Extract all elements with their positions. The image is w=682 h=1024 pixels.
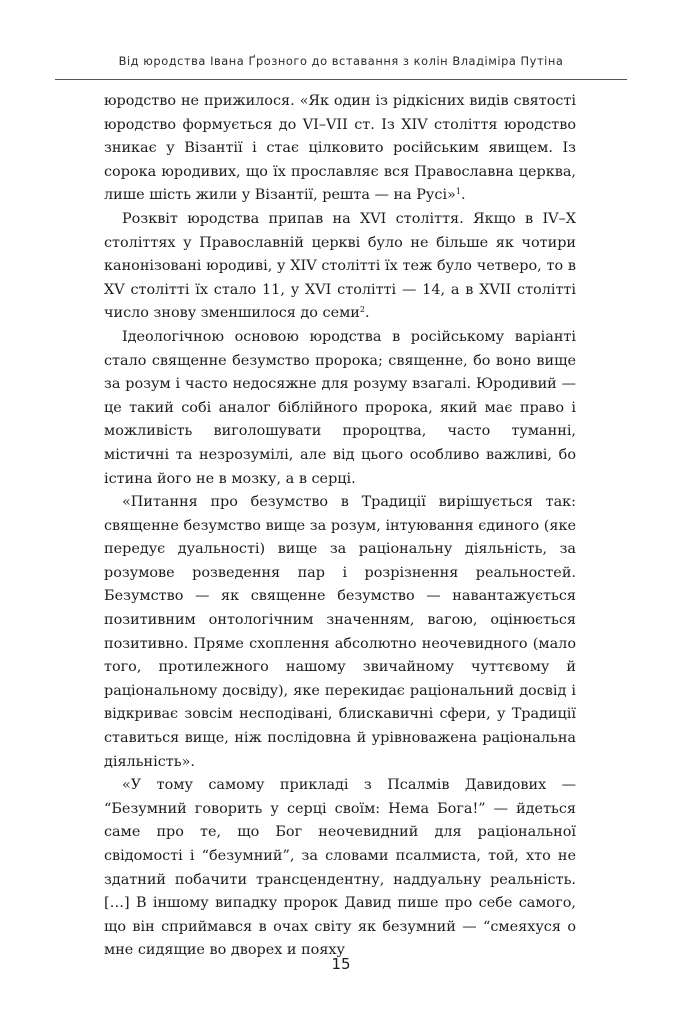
paragraph-text: Ідеологічною основою юродства в російському варіанті стало священне безумство пророка; священне, бо воно вище за розум і часто недосяжне для розуму взагалі. Юродивий — це такий собі аналог біблійного пророка, який має право і можливість виголошувати пророцтва, часто туманні, містичні та незрозумілі, але від цього особливо важливі, бо істина його не в мозку, а в серці.: [104, 328, 576, 487]
body-text: [104, 90, 576, 963]
footnote-marker: 2: [359, 305, 365, 315]
paragraph-1: юродство не прижилося. «Як один із рідкісних видів святості юродство формується до VI–VII ст. Із XIV століття юродство зникає у Візантії і стає цілковито російським явищем. Із сорока юродивих, що їх прославляє вся Православна церква, лише шість жили у Візантії, решта — на Русі»$^1$.: [104, 93, 576, 204]
paragraph-text: юродство не прижилося. «Як один із рідкісних видів святості юродство формується до VI–VII ст. Із XIV століття юродство зникає у Візантії і стає цілковито російським явищем. Із сорока юродивих, що їх прославляє вся Православна церква, лише шість жили у Візантії, решта — на Русі»: [104, 93, 576, 204]
page-number: 15: [331, 955, 351, 973]
paragraph-5: [104, 774, 576, 963]
running-head: Від юродства Івана Ґрозного до вставання з колін Владіміра Путіна: [118, 54, 564, 68]
paragraph-3: [104, 326, 576, 491]
paragraph-4: [104, 491, 576, 774]
paragraph-2: Розквіт юродства припав на XVI століття. Якщо в IV–X століттях у Православній церкві було не більше як чотири канонізовані юродиві, у XIV столітті їх теж було четверо, то в XV столітті їх стало 11, у XVI столітті — 14, а в XVII столітті число знову зменшилося до семи$^2$.: [104, 210, 576, 322]
paragraph-text: «Питання про безумство в Традиції вирішується так: священне безумство вище за розум, інтуювання єдиного (яке передує дуальності) вище за раціональну діяльність, за розумове розведення пар і розрізнення реальностей. Безумство — як священне безумство — навантажується позитивним онтологічним значенням, вагою, оцінюється позитивно. Пряме схоплення абсолютно неочевидного (мало того, протилежного нашому звичайному чуттєвому й раціональному досвіду), яке перекидає раціональний досвід і відкриває зовсім несподівані, блискавичні сфери, у Традиції ставиться вище, ніж послідовна й урівноважена раціональна діяльність».: [104, 494, 576, 770]
footnote-marker: 1: [455, 187, 461, 197]
header-rule: [55, 79, 627, 80]
paragraph-text: «У тому самому прикладі з Псалмів Давидових — “Безумний говорить у серці своїм: Нема Бога!” — йдеться саме про те, що Бог неочевидний для раціональної свідомості і “безумний”, за словами псалмиста, той, хто не здатний побачити трансцендентну, наддуальну реальність. […] В іншому випадку пророк Давид пише про себе самого, що він сприймався в очах світу як безумний — “смеяхуся о мне сидящие во дворех и пояху: [104, 777, 576, 959]
paragraph-text: Розквіт юродства припав на XVI століття. Якщо в IV–X століттях у Православній церкві було не більше як чотири канонізовані юродиві, у XIV столітті їх теж було четверо, то в XV столітті їх стало 11, у XVI столітті — 14, а в XVII столітті число знову зменшилося до семи: [104, 210, 576, 322]
